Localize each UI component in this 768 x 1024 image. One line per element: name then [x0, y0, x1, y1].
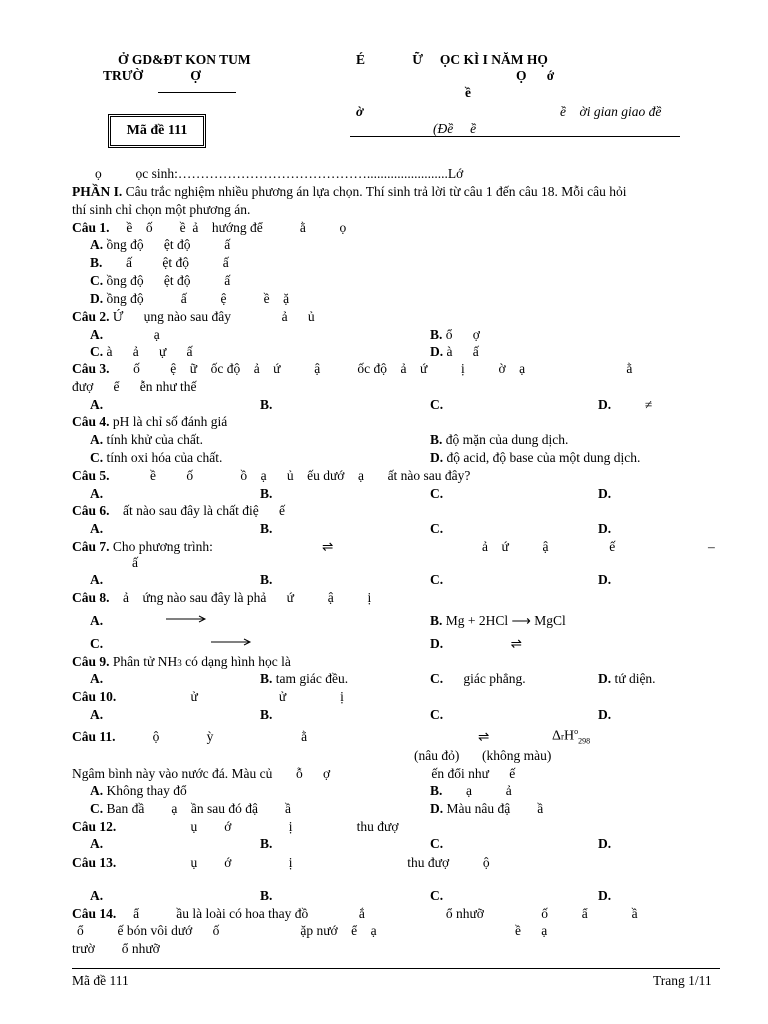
subject-label: ề [465, 85, 471, 100]
q8-option-d[interactable] [430, 637, 522, 651]
question-12 [72, 820, 399, 834]
q7-option-c[interactable]: C. [430, 572, 444, 587]
question-label: Câu 9. [72, 654, 110, 669]
q6-option-d[interactable]: D. [598, 521, 612, 536]
q9-option-a[interactable]: A. [90, 671, 104, 686]
q13-option-b[interactable]: B. [260, 888, 273, 903]
question-text: ẩ ầu là loài có hoa thay đồ ắ ổ nhưỡ ố ẩ ầ [116, 906, 638, 921]
option-text: ồng độ ệt độ ấ [106, 273, 231, 288]
q2-option-d[interactable] [430, 345, 479, 359]
q6-option-b[interactable]: B. [260, 521, 273, 536]
option-text: ạ ả [445, 783, 512, 798]
question-7 [72, 540, 213, 554]
question-3 [72, 362, 632, 376]
option-letter: D. [430, 636, 444, 651]
duration-left: ờ [356, 104, 364, 119]
option-text: Màu nâu đậ ầ [446, 801, 544, 816]
question-text: Phân tử NH [109, 654, 178, 669]
q3-option-d[interactable] [598, 398, 652, 412]
school-underline [158, 92, 236, 93]
option-letter: D. [598, 397, 612, 412]
question-5 [72, 469, 470, 483]
question-label: Câu 1. [72, 220, 110, 235]
q12-option-d[interactable]: D. [598, 836, 612, 851]
q8-option-c[interactable]: C. [90, 636, 104, 651]
duration-right: ề ời gian giao đề [560, 104, 662, 119]
question-13 [72, 856, 490, 870]
q9-option-c[interactable] [430, 672, 526, 686]
option-letter: A. [90, 237, 104, 252]
q8-option-b[interactable] [430, 614, 566, 628]
equilibrium-arrow: ⇌ [510, 636, 522, 651]
q12-option-c[interactable]: C. [430, 836, 444, 851]
question-11-soak: Ngâm bình này vào nước đá. Màu củ ỗ ợ ến đổi như ế [72, 766, 516, 781]
enthalpy-symbol [552, 728, 590, 745]
question-text: Cho phương trình: [109, 539, 213, 554]
q4-option-a[interactable] [90, 433, 203, 447]
question-label: Câu 10. [72, 689, 117, 704]
delta: Δ [552, 728, 562, 744]
q5-option-b[interactable]: B. [260, 486, 273, 501]
question-label: Câu 12. [72, 819, 117, 834]
question-text-tail: có dạng hình học là [181, 654, 291, 669]
question-label: Câu 6. [72, 503, 110, 518]
footer-rule [72, 968, 720, 969]
option-letter: B. [90, 255, 103, 270]
exam-title: É Ữ ỌC KÌ I NĂM HỌ [356, 52, 548, 67]
q3-option-b[interactable]: B. [260, 397, 273, 412]
question-14 [72, 907, 638, 921]
question-text: ụ ớ ị thu đượ ộ [116, 855, 490, 870]
option-text: Không thay đổ [106, 783, 187, 798]
q13-option-a[interactable]: A. [90, 888, 104, 903]
option-text: ổ ợ [445, 327, 480, 342]
q1-option-b[interactable] [90, 256, 229, 270]
question-label: Câu 5. [72, 468, 110, 483]
question-text: ả ứng nào sau đây là phả ứ ậ ị [109, 590, 372, 605]
question-text: ử ử ị [116, 689, 344, 704]
footer-page-number: Trang 1/11 [653, 973, 712, 988]
q6-option-c[interactable]: C. [430, 521, 444, 536]
q5-option-a[interactable]: A. [90, 486, 104, 501]
q2-option-a[interactable] [90, 328, 160, 342]
q11-option-b[interactable] [430, 784, 512, 798]
question-label: Câu 8. [72, 590, 110, 605]
q1-option-a[interactable] [90, 238, 230, 252]
q2-option-b[interactable] [430, 328, 480, 342]
enthalpy-sub-r: r [561, 731, 565, 742]
question-14-line2: ổ ế bón vôi dướ ố ặp nướ ể ạ ề ạ [77, 923, 548, 938]
q10-option-c[interactable]: C. [430, 707, 444, 722]
question-text: ộ ỳ ằ [115, 729, 308, 744]
question-text: ất nào sau đây là chất điệ ế [109, 503, 285, 518]
question-4 [72, 415, 227, 429]
option-letter: B. [430, 613, 443, 628]
q3-option-a[interactable]: A. [90, 397, 104, 412]
option-letter: D. [598, 671, 612, 686]
question-text: ụ ớ ị thu đượ [116, 819, 399, 834]
q12-option-a[interactable]: A. [90, 836, 104, 851]
reaction-arrow-icon [211, 636, 253, 648]
footer-exam-code: Mã đề 111 [72, 973, 129, 988]
question-label: Câu 13. [72, 855, 117, 870]
option-text: tính khử của chất. [106, 432, 204, 447]
q7-option-a[interactable]: A. [90, 572, 104, 587]
question-text: ề ố ề ả hướng để ằ ọ [109, 220, 347, 235]
enthalpy-standard: o [574, 727, 579, 736]
option-letter: D. [430, 450, 444, 465]
part1-text-2: thí sinh chỉ chọn một phương án. [72, 202, 251, 217]
question-label: Câu 7. [72, 539, 110, 554]
question-1 [72, 221, 346, 235]
question-label: Câu 2. [72, 309, 110, 324]
option-letter: D. [90, 291, 104, 306]
option-letter: B. [430, 327, 443, 342]
question-7-dash: – [708, 539, 715, 554]
q9-option-d[interactable] [598, 672, 656, 686]
option-letter: D. [430, 801, 444, 816]
equilibrium-arrow: ⇌ [478, 729, 490, 744]
q11-option-a[interactable] [90, 784, 187, 798]
question-11 [72, 730, 307, 744]
q10-option-a[interactable]: A. [90, 707, 104, 722]
question-text: ố ệ ữ ốc độ ả ứ ậ ốc độ ả ứ ị ờ ạ ằ [109, 361, 633, 376]
q8-option-a[interactable]: A. [90, 613, 104, 628]
option-letter: D. [430, 344, 444, 359]
q10-option-d[interactable]: D. [598, 707, 612, 722]
question-7-tail: ả ứ ậ ế [482, 539, 616, 554]
option-text: ồng độ ệt độ ấ [106, 237, 231, 252]
q5-option-d[interactable]: D. [598, 486, 612, 501]
not-equal-symbol: ≠ [644, 397, 653, 412]
question-3-line2: đượ ể ễn như thế [72, 379, 197, 394]
question-14-line3: trườ ổ nhưỡ [72, 941, 160, 956]
option-text: tam giác đều. [275, 671, 349, 686]
option-text: độ mặn của dung dịch. [445, 432, 569, 447]
option-text: ồng độ ấ ệ ề ặ [106, 291, 290, 306]
option-text: giác phẳng. [443, 671, 526, 686]
question-2 [72, 310, 315, 324]
q10-option-b[interactable]: B. [260, 707, 273, 722]
department-name: Ở GD&ĐT KON TUM [118, 52, 251, 67]
question-6 [72, 504, 285, 518]
q11-option-d[interactable] [430, 802, 543, 816]
option-letter: B. [260, 671, 273, 686]
part1-text-1: Câu trắc nghiệm nhiều phương án lựa chọn. Thí sinh trả lời từ câu 1 đến câu 18. Mỗi câu hỏi [122, 184, 627, 199]
option-text: ấ ệt độ ấ [105, 255, 229, 270]
question-label: Câu 14. [72, 906, 117, 921]
question-10 [72, 690, 344, 704]
q13-option-d[interactable]: D. [598, 888, 612, 903]
option-text: à ấ [446, 344, 479, 359]
option-letter: C. [90, 273, 104, 288]
question-text: Ứ ụng nào sau đây ả ủ [109, 309, 315, 324]
page-count-note: (Đề ề [433, 121, 477, 136]
q4-option-d[interactable] [430, 451, 640, 465]
option-letter: A. [90, 327, 104, 342]
q7-option-d[interactable]: D. [598, 572, 612, 587]
question-text: pH là chỉ số đánh giá [109, 414, 228, 429]
option-letter: B. [430, 783, 443, 798]
option-text: độ acid, độ base của một dung dịch. [446, 450, 641, 465]
question-8 [72, 591, 371, 605]
q7-option-b[interactable]: B. [260, 572, 273, 587]
q13-option-c[interactable]: C. [430, 888, 444, 903]
option-text: ạ [153, 327, 160, 342]
q12-option-b[interactable]: B. [260, 836, 273, 851]
option-text: Ban đầ ạ ần sau đó đậ ầ [106, 801, 291, 816]
q4-option-b[interactable] [430, 433, 568, 447]
option-text: tính oxi hóa của chất. [106, 450, 223, 465]
reaction-arrow-icon [166, 613, 208, 625]
q9-option-b[interactable] [260, 672, 348, 686]
option-letter: B. [430, 432, 443, 447]
part1-instructions [72, 185, 627, 199]
exam-code-box: Mã đề 111 [108, 114, 206, 148]
option-letter: C. [90, 801, 104, 816]
q2-option-c[interactable] [90, 345, 193, 359]
header-rule [350, 136, 680, 137]
school-name: TRƯỜ Ợ [103, 68, 201, 83]
q5-option-c[interactable]: C. [430, 486, 444, 501]
colorless-label: (không màu) [482, 748, 552, 763]
q6-option-a[interactable]: A. [90, 521, 104, 536]
option-letter: C. [430, 671, 444, 686]
question-label: Câu 11. [72, 729, 116, 744]
q3-option-c[interactable]: C. [430, 397, 444, 412]
option-text: Mg + 2HCl ⟶ MgCl [445, 613, 566, 628]
option-letter: C. [90, 450, 104, 465]
option-letter: C. [90, 344, 104, 359]
option-text: tứ diện. [614, 671, 656, 686]
q1-option-d[interactable] [90, 292, 289, 306]
question-text: ề ố ồ ạ ủ ếu dướ ạ ất nào sau đây? [109, 468, 471, 483]
question-9: Câu 9. Phân tử NH3 có dạng hình học là [72, 654, 291, 669]
question-label: Câu 4. [72, 414, 110, 429]
option-letter: A. [90, 432, 104, 447]
equilibrium-arrow: ⇌ [322, 539, 334, 554]
enthalpy-H: H [564, 728, 575, 744]
q11-option-c[interactable] [90, 802, 291, 816]
school-year: Ọ ớ [516, 68, 555, 83]
q1-option-c[interactable] [90, 274, 230, 288]
question-7-line2: ấ [132, 555, 138, 570]
question-label: Câu 3. [72, 361, 110, 376]
q4-option-c[interactable] [90, 451, 222, 465]
student-name-line: ọ ọc sinh:……………………………………........................Lớ [95, 166, 464, 181]
option-letter: A. [90, 783, 104, 798]
part1-title: PHẦN I. [72, 184, 123, 199]
enthalpy-temp: 298 [578, 736, 591, 746]
brown-label: (nâu đỏ) [414, 748, 460, 763]
option-text: à ả ự ấ [106, 344, 193, 359]
